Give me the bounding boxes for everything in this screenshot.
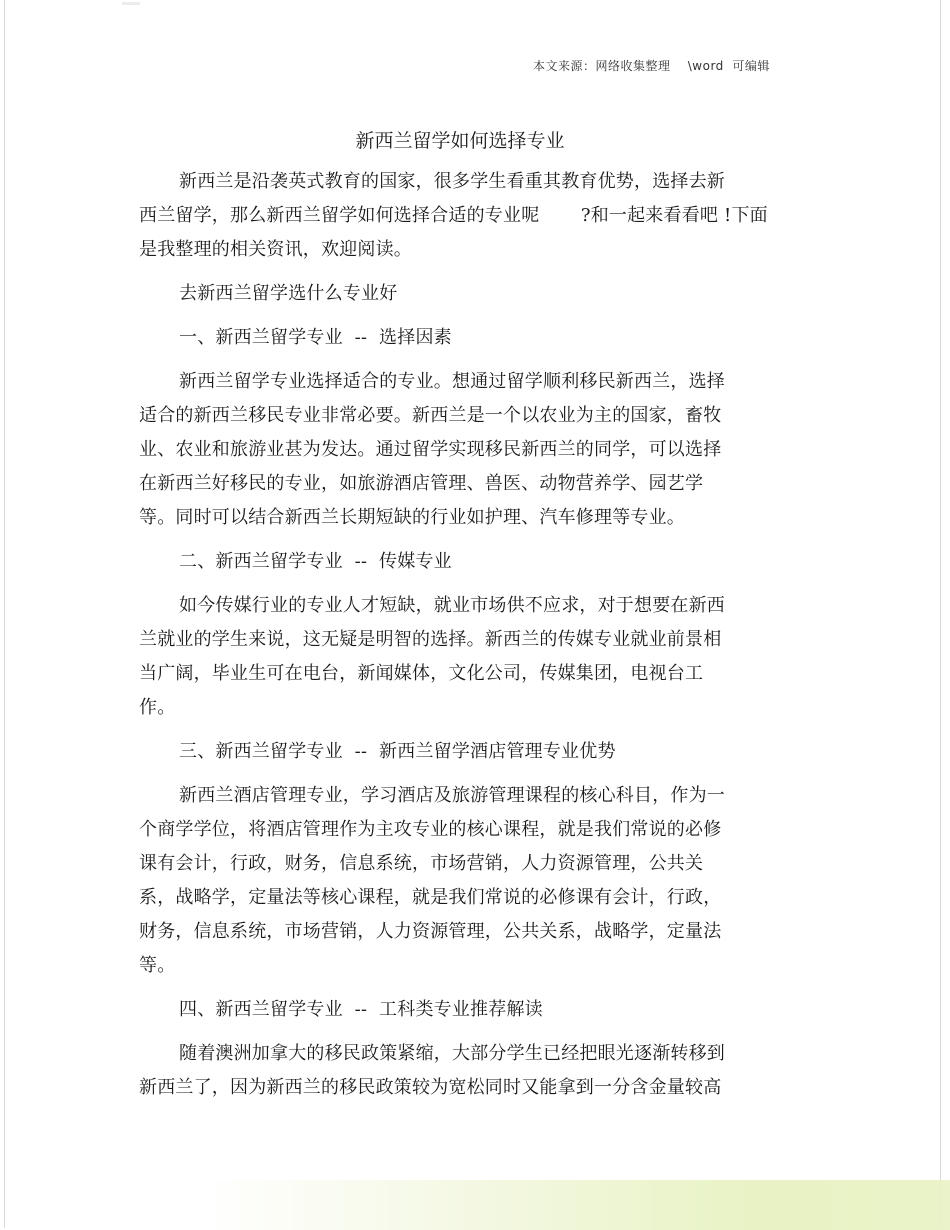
document-title: 新西兰留学如何选择专业 [355, 130, 565, 152]
section-subtitle: 去新西兰留学选什么专业好 [179, 283, 398, 304]
section-heading: 四、新西兰留学专业 -- 工科类专业推荐解读 [179, 999, 543, 1020]
paragraph-line: 系，战略学，定量法等核心课程，就是我们常说的必修课有会计，行政， [139, 887, 722, 908]
paragraph-line: 个商学学位，将酒店管理作为主攻专业的核心课程，就是我们常说的必修 [139, 819, 722, 840]
source-note: 本文来源：网络收集整理 \word 可编辑 [533, 59, 770, 73]
paragraph-line: 等。同时可以结合新西兰长期短缺的行业如护理、汽车修理等专业。 [139, 507, 685, 528]
document-body [139, 165, 811, 1105]
section-paragraph [139, 1037, 811, 1105]
paragraph-line: 在新西兰好移民的专业，如旅游酒店管理、兽医、动物营养学、园艺学 [139, 473, 704, 494]
corner-mark [122, 2, 140, 5]
paragraph-line: 作。 [139, 697, 176, 718]
paragraph-line: 兰就业的学生来说，这无疑是明智的选择。新西兰的传媒专业就业前景相 [139, 629, 722, 650]
bottom-decoration [200, 1180, 950, 1230]
paragraph-line: 适合的新西兰移民专业非常必要。新西兰是一个以农业为主的国家，畜牧 [139, 405, 722, 426]
paragraph-line: 新西兰留学专业选择适合的专业。想通过留学顺利移民新西兰，选择 [179, 371, 725, 392]
paragraph-line: 是我整理的相关资讯，欢迎阅读。 [139, 239, 412, 260]
paragraph-line: 财务，信息系统，市场营销，人力资源管理，公共关系，战略学，定量法 [139, 921, 722, 942]
paragraph-line: 如今传媒行业的专业人才短缺，就业市场供不应求，对于想要在新西 [179, 595, 725, 616]
paragraph-line: 业、农业和旅游业甚为发达。通过留学实现移民新西兰的同学，可以选择 [139, 439, 722, 460]
section-paragraph [139, 779, 811, 983]
section-paragraph [139, 365, 811, 535]
paragraph-line: 西兰留学，那么新西兰留学如何选择合适的专业呢 ?和一起来看看吧 !下面 [139, 205, 768, 226]
section-paragraph [139, 589, 811, 725]
paragraph-line: 新西兰酒店管理专业，学习酒店及旅游管理课程的核心科目，作为一 [179, 785, 725, 806]
paragraph-line: 等。 [139, 955, 176, 976]
paragraph-line: 新西兰了，因为新西兰的移民政策较为宽松同时又能拿到一分含金量较高 [139, 1077, 722, 1098]
section-heading: 三、新西兰留学专业 -- 新西兰留学酒店管理专业优势 [179, 741, 616, 762]
intro-paragraph [139, 165, 811, 267]
section-heading: 一、新西兰留学专业 -- 选择因素 [179, 327, 452, 348]
section-heading: 二、新西兰留学专业 -- 传媒专业 [179, 551, 452, 572]
paragraph-line: 课有会计，行政，财务，信息系统，市场营销，人力资源管理，公共关 [139, 853, 704, 874]
paragraph-line: 新西兰是沿袭英式教育的国家，很多学生看重其教育优势，选择去新 [179, 171, 725, 192]
paragraph-line: 当广阔，毕业生可在电台，新闻媒体，文化公司，传媒集团，电视台工 [139, 663, 704, 684]
paragraph-line: 随着澳洲加拿大的移民政策紧缩，大部分学生已经把眼光逐渐转移到 [179, 1043, 725, 1064]
